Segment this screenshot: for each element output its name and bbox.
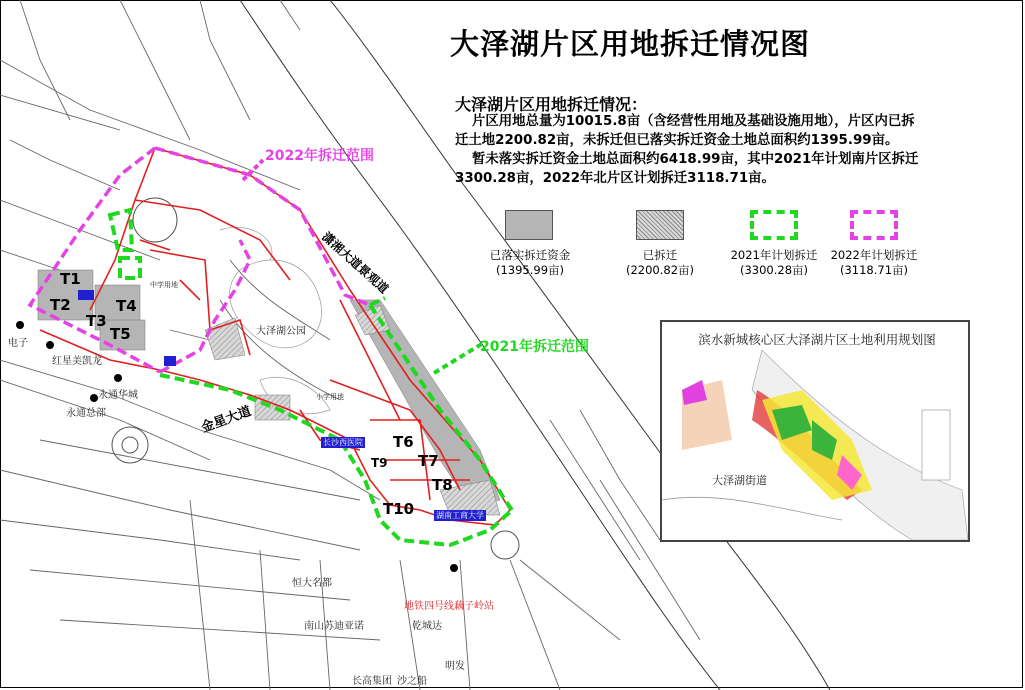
label-metro: 地铁四号线藕子岭站 [404, 601, 494, 612]
plot-label-t4: T4 [116, 297, 137, 315]
label-school-1: 小学用地 [316, 393, 344, 401]
legend-2021-swatch [750, 210, 798, 240]
plot-label-t6: T6 [393, 433, 414, 451]
plot-label-t5: T5 [110, 325, 131, 343]
label-jinxing-road: 金星大道 [199, 403, 254, 436]
callout-2022: 2022年拆迁范围 [265, 148, 374, 164]
label-xiangjiang-road: 潇湘大道景观道 [319, 229, 392, 297]
plot-label-t10: T10 [383, 500, 415, 518]
label-mingfa: 明发 [445, 661, 465, 672]
inset-drawing [662, 350, 968, 540]
label-changgao: 长高集团 [352, 676, 392, 687]
callout-2021: 2021年拆迁范围 [480, 339, 589, 355]
label-hunan-univ: 湖南工商大学 [436, 511, 484, 520]
summary-line-2: 迁土地2200.82亩，未拆迁但已落实拆迁资金土地总面积约1395.99亩。 [455, 133, 899, 148]
range-2022-line [30, 148, 370, 372]
inset-map [660, 320, 970, 542]
legend-demolished-swatch [636, 210, 684, 240]
legend-demolished-label: 已拆迁 (2200.82亩) [625, 248, 695, 277]
label-shazhichuan: 沙之船 [397, 676, 427, 687]
label-yongtong: 永通总部 [66, 408, 106, 419]
legend-2022-label: 2022年计划拆迁 (3118.71亩) [830, 248, 918, 277]
plot-label-t7: T7 [418, 452, 439, 470]
legend-2022-swatch [850, 210, 898, 240]
label-nanshan: 南山苏迪亚诺 [304, 621, 364, 632]
summary-line-1: 片区用地总量为10015.8亩（含经营性用地及基础设施用地），片区内已拆 [472, 114, 915, 129]
label-yongtong-city: 永通华城 [98, 390, 138, 401]
map-title: 大泽湖片区用地拆迁情况图 [450, 27, 811, 61]
label-dazehu-park: 大泽湖公园 [256, 326, 306, 337]
plot-label-t2: T2 [50, 296, 71, 314]
label-changsha-hospital: 长沙西医院 [323, 438, 363, 447]
plot-label-t8: T8 [432, 476, 453, 494]
legend-funded-swatch [505, 210, 553, 240]
legend-2021-label: 2021年计划拆迁 (3300.28亩) [730, 248, 818, 277]
label-qiancheng: 乾城达 [412, 621, 442, 632]
summary-line-4: 3300.28亩，2022年北片区计划拆迁3118.71亩。 [455, 171, 775, 186]
label-hengda: 恒大名都 [292, 578, 332, 589]
callout-2021-leader [434, 342, 485, 373]
label-dianzi: 电子 [8, 338, 28, 349]
inset-street-label: 大泽湖街道 [712, 474, 767, 487]
plot-label-t1: T1 [60, 270, 81, 288]
label-school-2: 中学用地 [150, 281, 178, 289]
legend-funded-label: 已落实拆迁资金 (1395.99亩) [489, 248, 571, 277]
plot-label-t9: T9 [371, 456, 388, 470]
label-hongxing: 红星美凯龙 [52, 356, 102, 367]
summary-heading: 大泽湖片区用地拆迁情况： [455, 95, 648, 114]
plot-label-t3: T3 [86, 312, 107, 330]
inset-title: 滨水新城核心区大泽湖片区土地利用规划图 [698, 332, 936, 347]
summary-line-3: 暂未落实拆迁资金土地总面积约6418.99亩，其中2021年计划南片区拆迁 [472, 152, 919, 167]
